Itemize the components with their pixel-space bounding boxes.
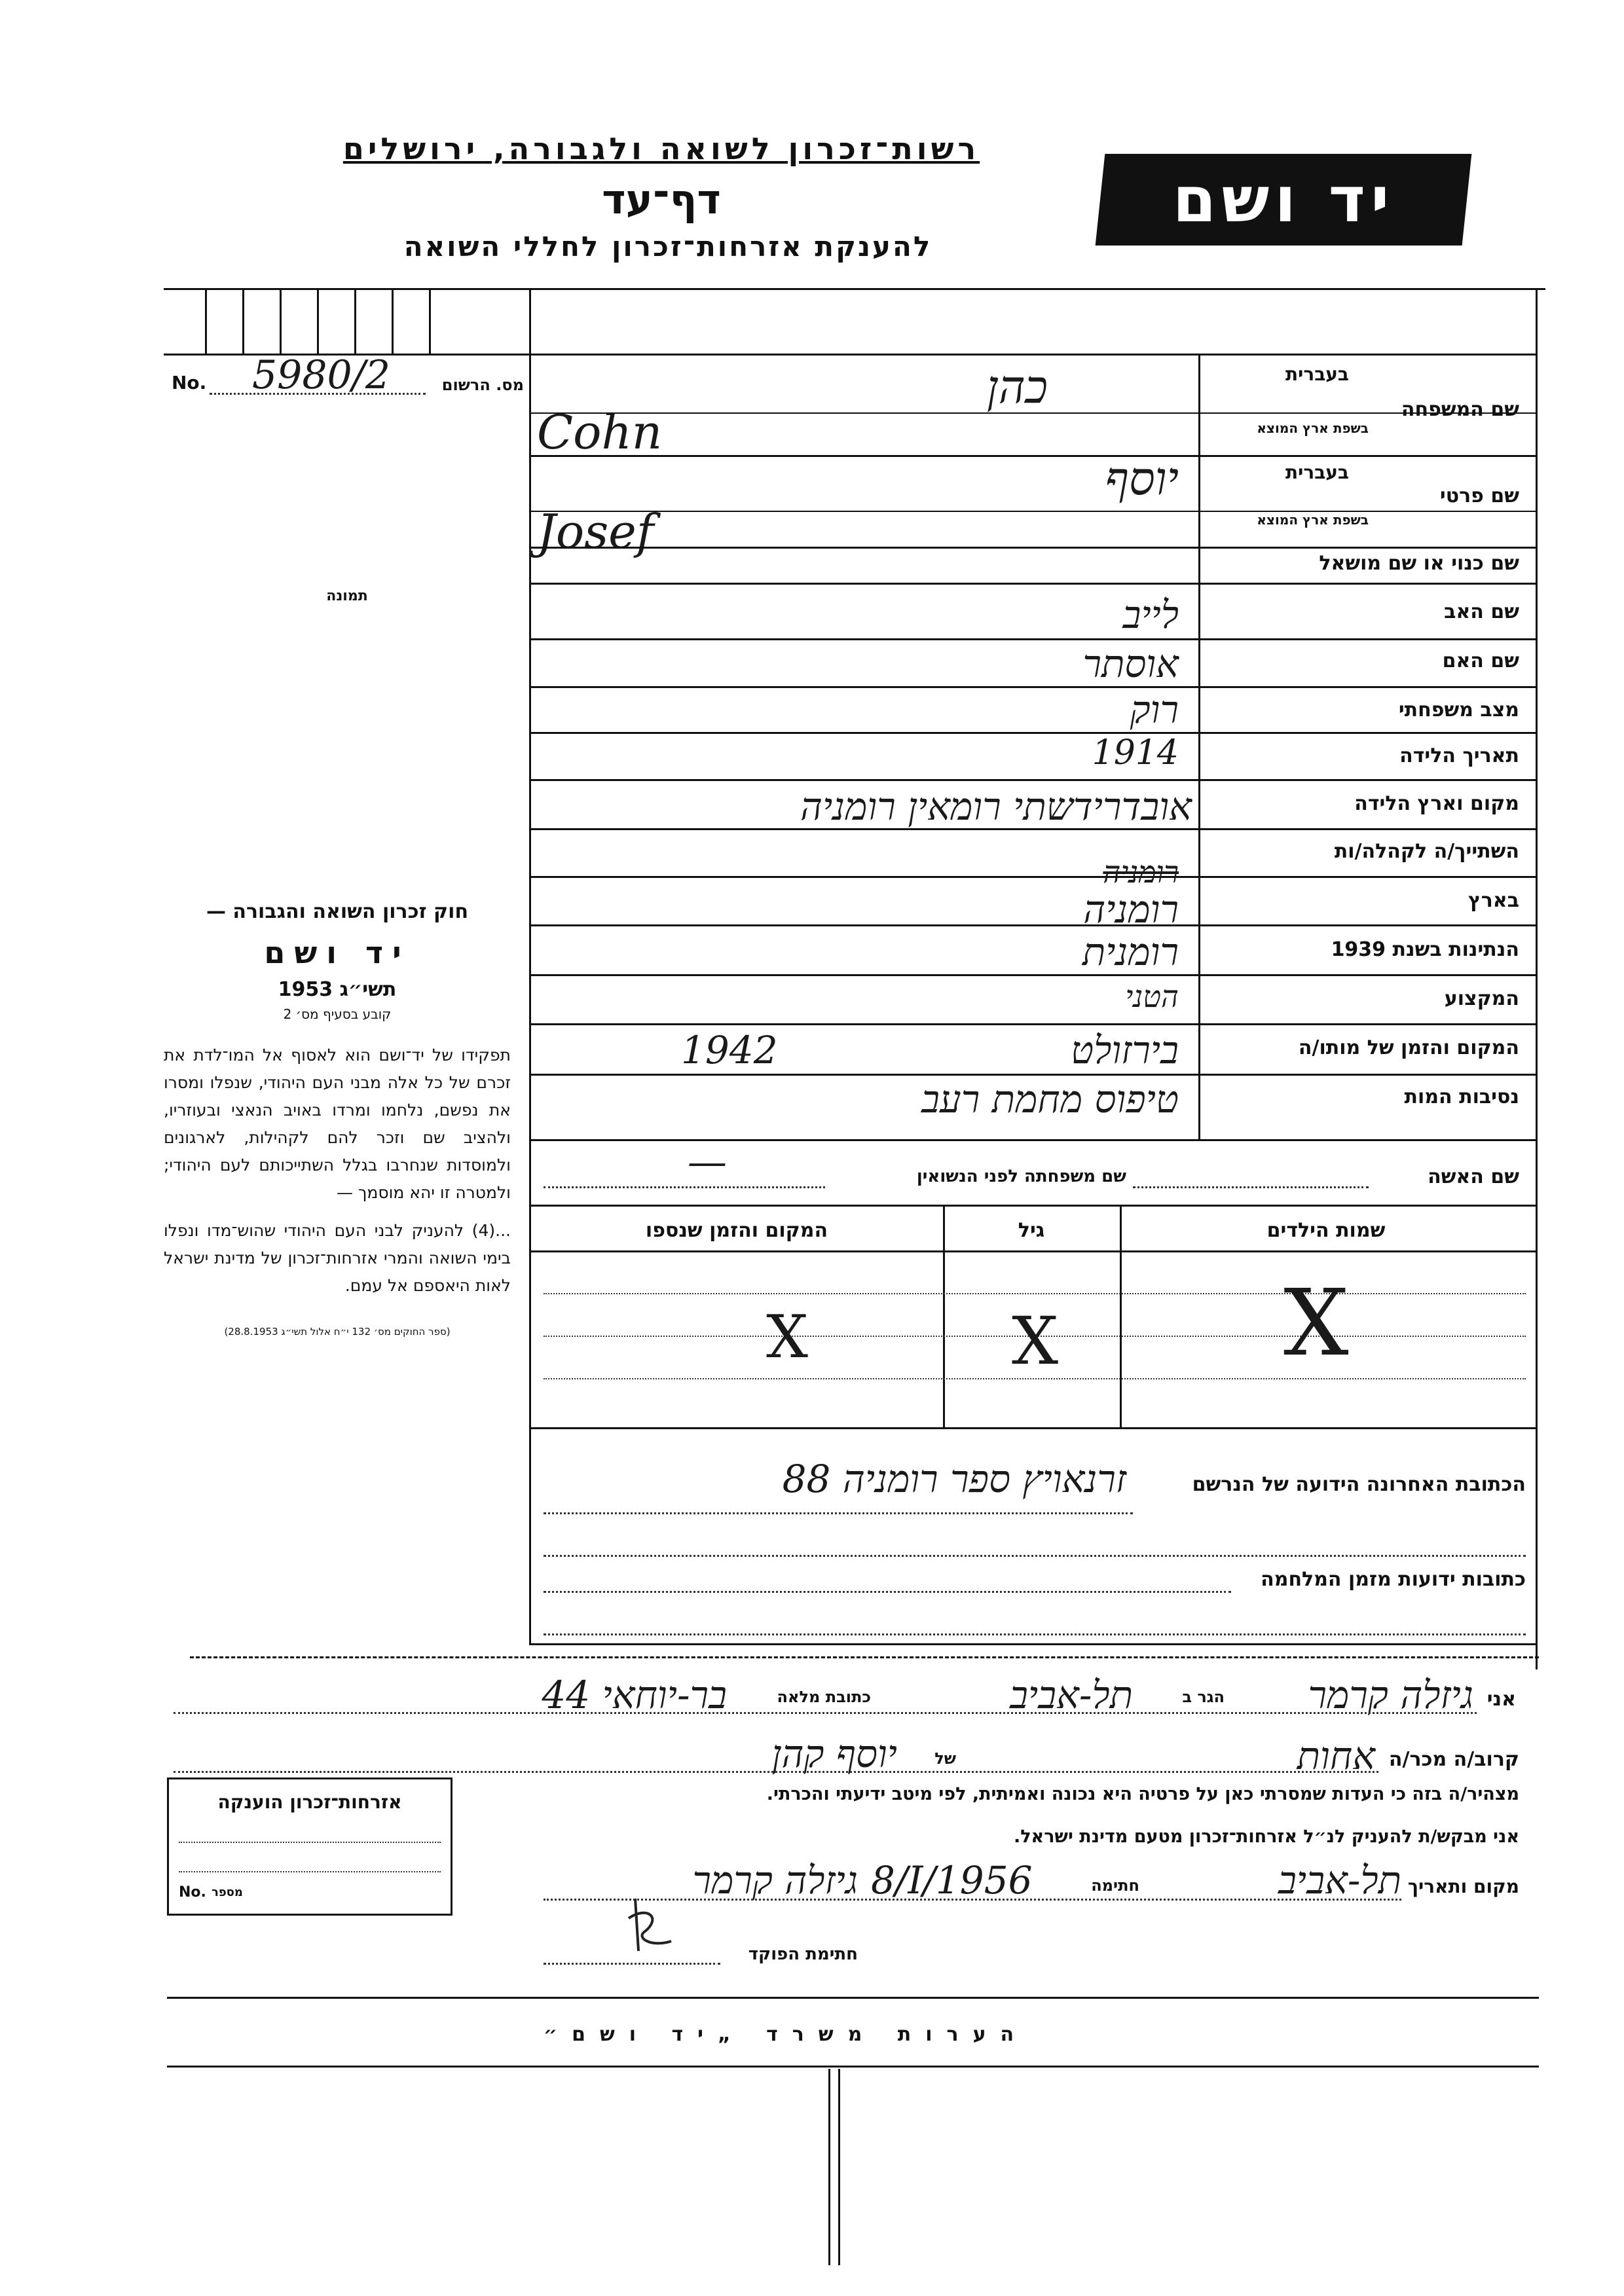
registration-label: מס. הרשום [441, 376, 524, 394]
death-circumstances-line [529, 1139, 1538, 1141]
marital-status-label: מצב משפחתי [1398, 699, 1519, 721]
nickname-line [529, 583, 1538, 585]
photo-label: תמונה [326, 588, 368, 604]
last-address-value: זרנאויץ ספר רומניה 88 [782, 1457, 1126, 1501]
wartime-dots-2 [544, 1633, 1526, 1635]
marital-status-value: רוק [1130, 687, 1179, 732]
office-notes-divider [828, 2069, 830, 2265]
frame-right-line [1536, 288, 1538, 1669]
officer-dots [544, 1963, 720, 1965]
family-name-hebrew-label: בעברית [1285, 363, 1349, 385]
declarant-i-label: אני [1486, 1688, 1516, 1711]
declaration-top-line [190, 1656, 1539, 1658]
law-section: קובע בסעיף מס׳ 2 [283, 1006, 392, 1022]
wife-label: שם האשה [1428, 1165, 1519, 1188]
citizenship-line [529, 974, 1538, 976]
office-notes-divider-2 [838, 2069, 840, 2265]
law-paragraph-2: ...(4) להעניק לבני העם היהודי שהוש־מדו ונפלו בימי השואה והמרי אזרחות־זכרון של מדינת ישראל לאות היאספם אל עמם. [164, 1221, 511, 1295]
last-address-label: הכתובת האחרונה הידועה של הנרשם [1192, 1473, 1526, 1496]
declarant-address: בר-יוחאי 44 [542, 1673, 727, 1717]
children-age-cross: X [1012, 1303, 1059, 1379]
last-address-dots-2 [544, 1555, 1526, 1557]
country-line [529, 924, 1538, 926]
father-label: שם האב [1444, 600, 1519, 623]
signature-value: גיזלה קרמר [692, 1858, 858, 1903]
birth-place-label: מקום וארץ הלידה [1354, 792, 1519, 815]
wife-dots-2 [544, 1186, 825, 1188]
frame-top-line [164, 288, 1545, 290]
last-address-dots [544, 1512, 1133, 1514]
relation-value: אחות [1297, 1734, 1375, 1778]
certificate-box-title: אזרחות־זכרון הוענקה [217, 1791, 402, 1813]
law-footnote: (ספר החוקים מס׳ 132 י״ח אלול תשי״ג 28.8.1953) [224, 1326, 451, 1338]
officer-signature-mark [622, 1892, 681, 1964]
declarant-lives-label: הגר ב [1182, 1688, 1225, 1706]
of-label: של [934, 1749, 956, 1768]
children-place-header: המקום והזמן שנספו [645, 1219, 828, 1242]
mother-value: אוסתר [1082, 642, 1179, 686]
office-notes-title: הערות משרד „יד ושם״ [543, 2023, 1029, 2046]
registration-number: 5980/2 [252, 352, 391, 398]
wife-line [529, 1205, 1538, 1207]
children-row-1 [544, 1293, 1526, 1294]
frame-bottom-line [529, 1643, 1538, 1645]
law-paragraph-1: תפקידו של יד־ושם הוא לאסוף אל המו־לדת את זכרם של כל אלה מבני העם היהודי, שנפלו ומסרו את נפשם, נלחמו ומרדו באויב הנאצי ובעוזריו, ולהציב שם וזכר להם לקהילות, לארגונים ולמוסדות שנחרבו בגלל השתייכותם לעם היהודי; ולמטרה זו יהא מוסמך — [164, 1046, 511, 1202]
children-place-cross: X [766, 1303, 809, 1372]
birth-date-value: 1914 [1092, 733, 1179, 773]
family-name-hebrew-value: כהן [986, 360, 1048, 414]
certificate-line-1 [179, 1842, 441, 1843]
first-name-bottom-line [529, 547, 1538, 549]
father-line [529, 638, 1538, 640]
form-subtitle: להענקת אזרחות־זכרון לחללי השואה [403, 230, 932, 263]
request-text: אני מבקש/ת להעניק לנ״ל אזרחות־זכרון מטעם מדינת ישראל. [1013, 1827, 1519, 1847]
first-name-mid-line [529, 511, 1538, 512]
children-names-cross: X [1283, 1270, 1349, 1377]
logo-text: יד ושם [1172, 163, 1395, 236]
profession-value: הטני [1125, 979, 1179, 1014]
community-label: השתייך/ה לקהלה/ות [1334, 840, 1519, 863]
signature-label: חתימה [1091, 1876, 1139, 1895]
father-value: לייב [1122, 592, 1179, 637]
relation-label: קרוב/ה מכר/ה [1388, 1748, 1519, 1771]
family-name-label: שם המשפחה [1401, 398, 1519, 421]
profession-line [529, 1023, 1538, 1025]
birth-place-line [529, 828, 1538, 830]
place-date-label: מקום ותאריך [1407, 1876, 1519, 1897]
register-tick-7 [429, 288, 431, 354]
children-header-line [529, 1250, 1538, 1252]
register-tick-1 [205, 288, 207, 354]
officer-signature-label: חתימת הפוקד [748, 1944, 858, 1964]
declarant-line-1 [174, 1712, 1477, 1714]
wife-value: — [688, 1139, 727, 1185]
certificate-number-label: מספר [212, 1886, 243, 1899]
death-circumstances-label: נסיבות המות [1404, 1085, 1519, 1108]
declarant-line-2 [174, 1771, 1378, 1773]
birth-place-value: אובדרידשתי רומאין רומניה [800, 784, 1192, 829]
authority-title: רשות־זכרון לשואה ולגבורה, ירושלים [342, 131, 980, 166]
register-tick-2 [242, 288, 244, 354]
family-name-mid-line [529, 412, 1538, 414]
label-column-line [1198, 354, 1200, 1139]
wife-maiden-label: שם משפחתה לפני הנשואין [916, 1167, 1126, 1186]
death-circumstances-value: טיפוס מחמת רעב [921, 1077, 1179, 1121]
registration-no-label: No. [172, 372, 207, 393]
declarant-address-label: כתובת מלאה [777, 1688, 871, 1706]
frame-middle-line [529, 288, 531, 1643]
wartime-addresses-label: כתובות ידועות מזמן המלחמה [1261, 1568, 1526, 1591]
nickname-label: שם כנוי או שם מושאל [1319, 552, 1519, 575]
place-value: תל-אביב [1278, 1858, 1401, 1903]
first-name-local-label: בשפת ארץ המוצא [1257, 512, 1369, 528]
certificate-no-label: No. [179, 1884, 206, 1901]
death-place-line [529, 1074, 1538, 1076]
death-place-value: בירזולט [1071, 1028, 1179, 1072]
children-age-header: גיל [1018, 1219, 1045, 1242]
law-year: תשי״ג 1953 [278, 978, 397, 1001]
law-title: חוק זכרון השואה והגבורה — [206, 900, 469, 923]
death-place-time-label: המקום והזמן של מותו/ה [1298, 1036, 1519, 1059]
country-value: רומניה [1083, 887, 1179, 932]
country-label: בארץ [1467, 889, 1519, 912]
office-notes-line [167, 2066, 1539, 2068]
citizenship-value: רומנית [1082, 930, 1179, 974]
law-name: יד ושם [264, 935, 411, 970]
of-name: יוסף קהן [771, 1732, 897, 1776]
certificate-line-2 [179, 1871, 441, 1872]
citizenship-label: הנתינות בשנת 1939 [1331, 938, 1519, 961]
wife-dots-1 [1133, 1186, 1369, 1188]
office-notes-top-line [167, 1997, 1539, 1999]
wartime-dots-1 [544, 1591, 1231, 1593]
form-title: דף־עד [602, 175, 721, 223]
details-top-line [529, 354, 1538, 355]
children-names-header: שמות הילדים [1266, 1219, 1386, 1242]
birth-date-label: תאריך הלידה [1399, 744, 1519, 767]
children-bottom-line [529, 1427, 1538, 1429]
declarant-city: תל-אביב [1009, 1673, 1133, 1717]
register-tick-4 [317, 288, 319, 354]
register-tick-3 [280, 288, 282, 354]
declarant-name: גיזלה קרמר [1308, 1673, 1473, 1717]
first-name-local-value: Josef [537, 504, 654, 559]
date-value: 8/I/1956 [871, 1858, 1033, 1903]
law-block [164, 900, 511, 1338]
yad-vashem-logo [1096, 154, 1472, 246]
certificate-box [167, 1777, 452, 1916]
birth-date-line [529, 779, 1538, 781]
declaration-text: מצהיר/ה בזה כי העדות שמסרתי כאן על פרטיה היא נכונה ואמיתית, לפי מיטב ידיעתי והכרתי. [766, 1784, 1519, 1804]
children-col-line-1 [943, 1205, 945, 1427]
children-col-line-2 [1120, 1205, 1122, 1427]
first-name-label: שם פרטי [1439, 484, 1519, 507]
register-tick-5 [354, 288, 356, 354]
family-name-local-label: בשפת ארץ המוצא [1257, 420, 1369, 436]
register-tick-6 [392, 288, 394, 354]
first-name-hebrew-value: יוסף [1105, 452, 1179, 505]
country-crossed-value: רומניה [1103, 854, 1179, 890]
family-name-local-value: Cohn [537, 405, 663, 460]
mother-label: שם האם [1442, 649, 1519, 672]
death-year-value: 1942 [681, 1028, 778, 1072]
profession-label: המקצוע [1444, 987, 1519, 1010]
first-name-hebrew-label: בעברית [1285, 462, 1349, 483]
